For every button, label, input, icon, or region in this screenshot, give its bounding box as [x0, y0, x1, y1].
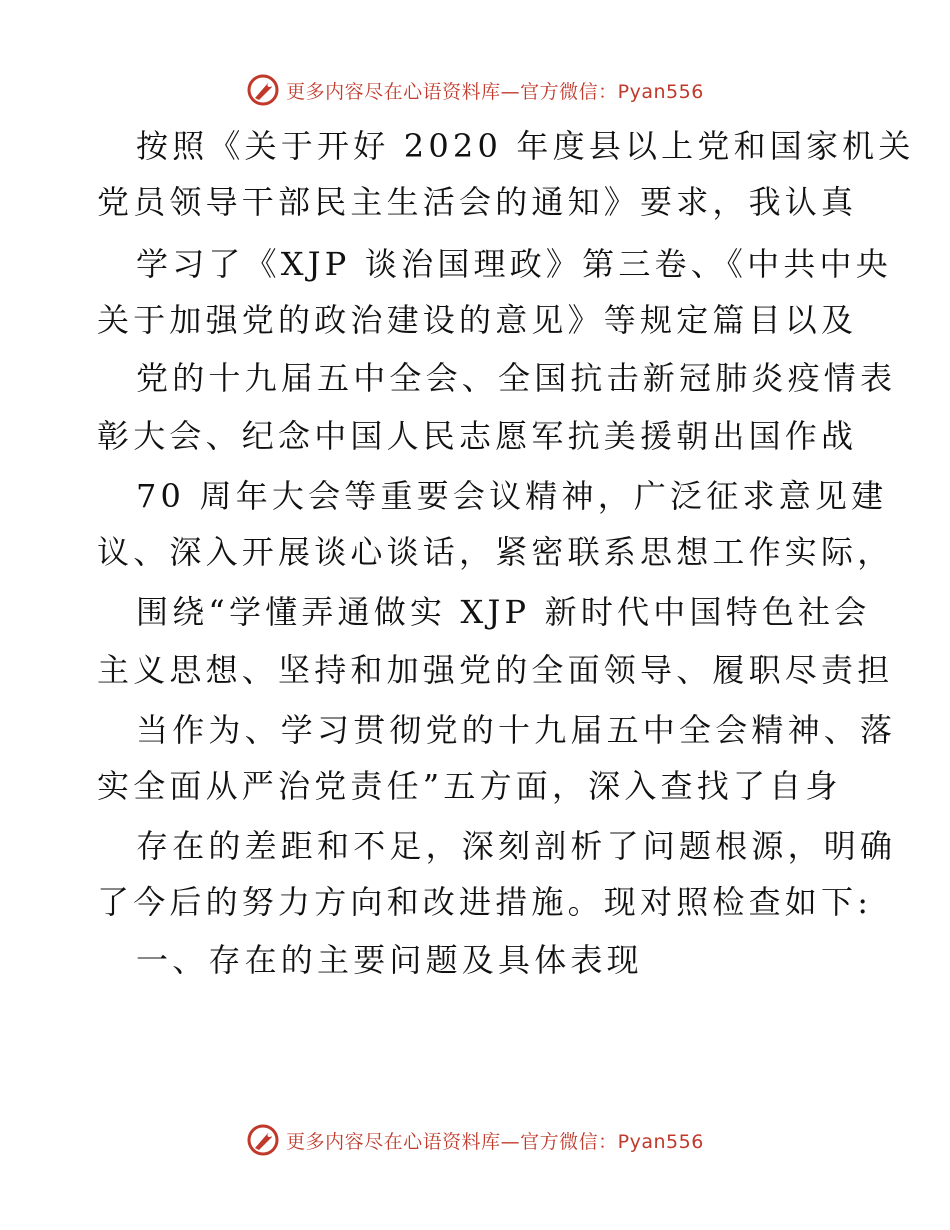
paragraph-line-1: 按照《关于开好 2020 年度县以上党和国家机关 — [136, 127, 915, 165]
watermark-account: Pyan556 — [617, 1130, 704, 1153]
footer-watermark — [0, 1122, 950, 1158]
paragraph-line-2: 党员领导干部民主生活会的通知》要求，我认真 — [97, 183, 858, 221]
paragraph-line-11: 当作为、学习贯彻党的十九届五中全会精神、落 — [136, 711, 897, 749]
paragraph-line-5: 党的十九届五中全会、全国抗击新冠肺炎疫情表 — [136, 359, 897, 397]
pen-nib-logo-icon — [246, 1123, 280, 1157]
watermark-text — [286, 1127, 704, 1154]
paragraph-line-13: 存在的差距和不足，深刻剖析了问题根源，明确 — [136, 827, 897, 865]
paragraph-line-6: 彰大会、纪念中国人民志愿军抗美援朝出国作战 — [97, 417, 858, 455]
header-watermark — [0, 72, 950, 108]
paragraph-line-7: 70 周年大会等重要会议精神，广泛征求意见建 — [136, 477, 888, 515]
paragraph-line-4: 关于加强党的政治建设的意见》等规定篇目以及 — [97, 301, 858, 339]
watermark-account: Pyan556 — [617, 80, 704, 103]
watermark-label: 更多内容尽在心语资料库—官方微信： — [286, 1130, 618, 1153]
paragraph-line-3: 学习了《XJP 谈治国理政》第三卷、《中共中央 — [136, 245, 892, 283]
watermark-label: 更多内容尽在心语资料库—官方微信： — [286, 80, 618, 103]
pen-nib-logo-icon — [246, 73, 280, 107]
paragraph-line-14: 了今后的努力方向和改进措施。现对照检查如下: — [97, 883, 873, 921]
paragraph-line-8: 议、深入开展谈心谈话，紧密联系思想工作实际， — [97, 533, 894, 571]
paragraph-line-10: 主义思想、坚持和加强党的全面领导、履职尽责担 — [97, 651, 894, 689]
watermark-text — [286, 77, 704, 104]
paragraph-line-12: 实全面从严治党责任”五方面，深入查找了自身 — [97, 767, 842, 805]
paragraph-line-9: 围绕“学懂弄通做实 XJP 新时代中国特色社会 — [136, 593, 871, 631]
section-heading: 一、存在的主要问题及具体表现 — [136, 941, 643, 979]
